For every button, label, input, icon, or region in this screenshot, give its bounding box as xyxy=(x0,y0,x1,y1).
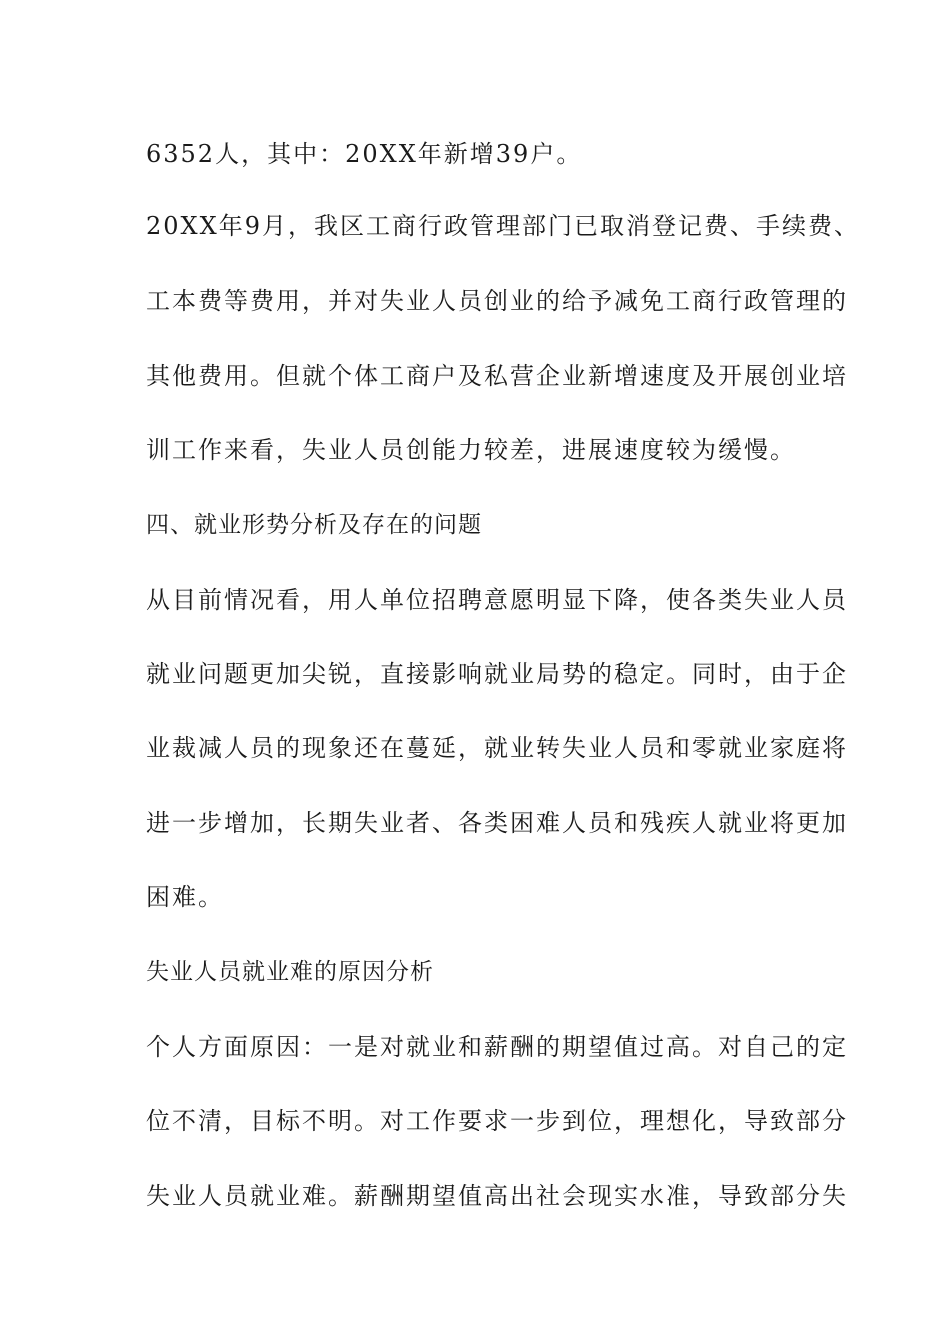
text-line: 20XX年9月，我区工商行政管理部门已取消登记费、手续费、 xyxy=(146,212,860,240)
text-line: 业裁减人员的现象还在蔓延，就业转失业人员和零就业家庭将 xyxy=(146,734,848,762)
text-line: 就业问题更加尖锐，直接影响就业局势的稳定。同时，由于企 xyxy=(146,660,848,688)
text-line: 6352人，其中：20XX年新增39户。 xyxy=(146,140,583,168)
text-line: 困难。 xyxy=(146,883,224,911)
text-line: 位不清，目标不明。对工作要求一步到位，理想化，导致部分 xyxy=(146,1107,848,1135)
text-line: 失业人员就业难。薪酬期望值高出社会现实水准，导致部分失 xyxy=(146,1182,848,1210)
text-line: 其他费用。但就个体工商户及私营企业新增速度及开展创业培 xyxy=(146,362,848,390)
text-line: 进一步增加，长期失业者、各类困难人员和残疾人就业将更加 xyxy=(146,809,848,837)
section-heading: 四、就业形势分析及存在的问题 xyxy=(146,512,482,538)
text-line: 个人方面原因：一是对就业和薪酬的期望值过高。对自己的定 xyxy=(146,1033,848,1061)
text-line: 工本费等费用，并对失业人员创业的给予减免工商行政管理的 xyxy=(146,287,848,315)
section-heading: 失业人员就业难的原因分析 xyxy=(146,959,434,985)
text-line: 训工作来看，失业人员创能力较差，进展速度较为缓慢。 xyxy=(146,436,796,464)
text-line: 从目前情况看，用人单位招聘意愿明显下降，使各类失业人员 xyxy=(146,586,848,614)
